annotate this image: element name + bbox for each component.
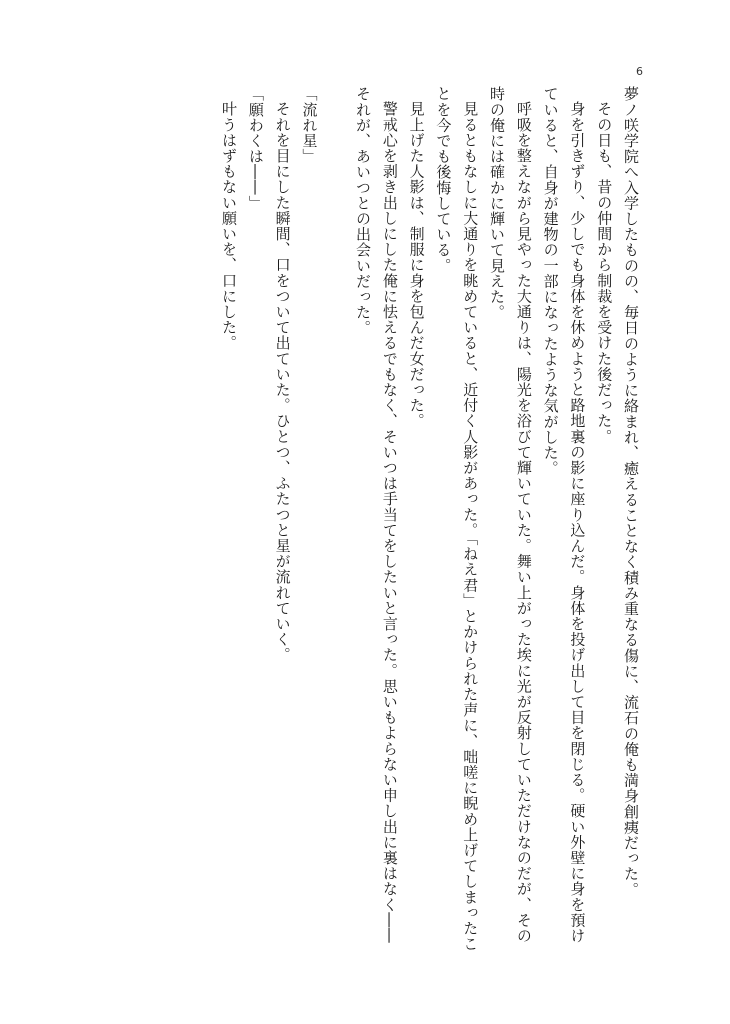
paragraph-dialogue-wish: 「願わくは――」 [246,86,265,211]
vertical-text-body [120,86,644,956]
paragraph-dialogue-shooting-star: 「流れ星」 [300,86,319,164]
paragraph-7: 警戒心を剥き出しにした俺に怯えるでもなく、そいつは手当てをしたいと言った。思いもよらない申し出に裏はなく――それが、あいつとの出会いだった。 [354,86,399,944]
paragraph-1: 夢ノ咲学院へ入学したものの、毎日のように絡まれ、癒えることなく積み重なる傷に、流石の俺も満身創痍だった。 [622,86,640,898]
paragraph-2: その日も、昔の仲間から制裁を受けた後だった。 [595,101,614,445]
paragraph-11: 叶うはずもない願いを、口にした。 [220,101,239,351]
paragraph-3: 身を引きずり、少しでも身体を休めようと路地裏の影に座り込んだ。身体を投げ出して目を閉じる。硬い外壁に身を預けていると、自身が建物の一部になったような気がした。 [541,86,587,944]
paragraph-9: それを目にした瞬間、口をついて出ていた。ひとつ、ふたつと星が流れていく。 [273,101,292,663]
page-number: 6 [636,65,643,78]
paragraph-5: 見るともなしに大通りを眺めていると、近付く人影があった。「ねえ君」とかけられた声に、咄嗟に睨め上げてしまったことを今でも後悔している。 [434,86,480,952]
paragraph-6: 見上げた人影は、制服に身を包んだ女だった。 [407,101,426,429]
paragraph-4: 呼吸を整えながら見やった大通りは、陽光を浴びて輝いていた。舞い上がった埃に光が反射していただけなのだが、その時の俺には確かに輝いて見えた。 [488,86,533,944]
